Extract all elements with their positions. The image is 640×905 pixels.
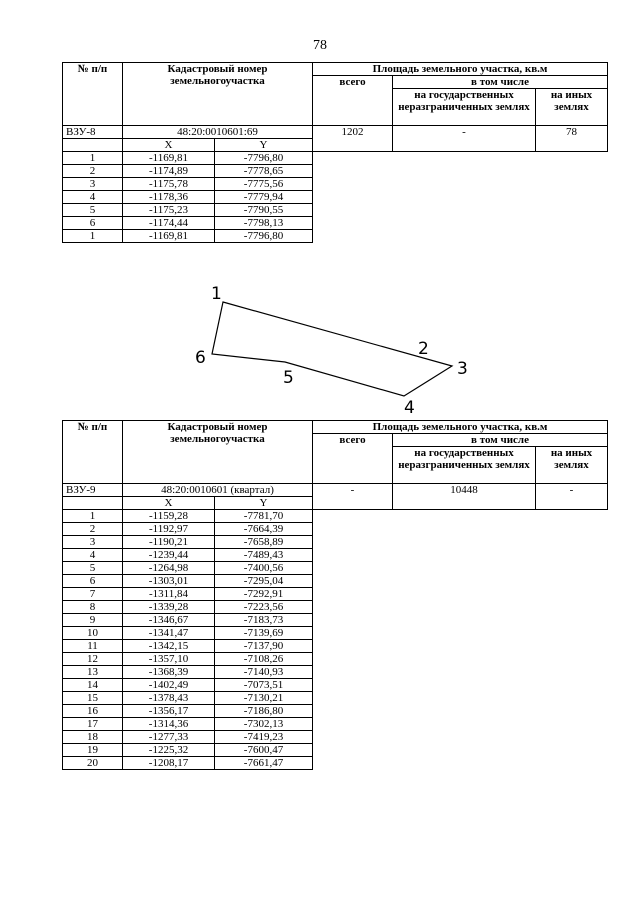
coordinate-row: [63, 549, 608, 562]
point-number: 4: [63, 549, 123, 562]
coordinate-row: [63, 588, 608, 601]
point-number: 1: [63, 230, 123, 243]
point-number: 12: [63, 653, 123, 666]
point-label-2: 2: [418, 339, 429, 359]
header-state-lands: на государственных неразграниченных землях: [393, 447, 536, 484]
point-number: 20: [63, 757, 123, 770]
coord-x: -1402,49: [123, 679, 215, 692]
header-total: всего: [313, 434, 393, 484]
point-number: 14: [63, 679, 123, 692]
coord-x: -1339,28: [123, 601, 215, 614]
point-number: 2: [63, 165, 123, 178]
header-cadastral: Кадастровый номер земельногоучастка: [123, 63, 313, 126]
coordinate-row: [63, 536, 608, 549]
point-label-1: 1: [211, 284, 222, 304]
col-x-header: X: [123, 139, 215, 152]
coord-x: -1225,32: [123, 744, 215, 757]
parcel-boundary-plan: [190, 282, 480, 417]
coordinate-row: [63, 230, 608, 243]
coord-x: -1174,89: [123, 165, 215, 178]
page-number: 78: [313, 38, 327, 53]
point-number: 15: [63, 692, 123, 705]
coord-y: -7798,13: [215, 217, 313, 230]
coord-y: -7661,47: [215, 757, 313, 770]
coord-x: -1342,15: [123, 640, 215, 653]
coordinate-row: [63, 152, 608, 165]
coord-y: -7419,23: [215, 731, 313, 744]
coord-x: -1378,43: [123, 692, 215, 705]
coord-y: -7781,70: [215, 510, 313, 523]
point-label-3: 3: [457, 359, 468, 379]
parcel-id: ВЗУ-8: [63, 126, 123, 139]
coord-x: -1264,98: [123, 562, 215, 575]
header-area: Площадь земельного участка, кв.м: [313, 421, 608, 434]
coord-y: -7223,56: [215, 601, 313, 614]
point-number: 19: [63, 744, 123, 757]
col-y-header: Y: [215, 139, 313, 152]
coord-x: -1174,44: [123, 217, 215, 230]
coord-y: -7140,93: [215, 666, 313, 679]
coord-y: -7186,80: [215, 705, 313, 718]
coordinate-row: [63, 731, 608, 744]
header-including: в том числе: [393, 434, 608, 447]
coordinate-row: [63, 562, 608, 575]
col-y-header: Y: [215, 497, 313, 510]
coord-x: -1357,10: [123, 653, 215, 666]
coord-y: -7779,94: [215, 191, 313, 204]
coord-y: -7302,13: [215, 718, 313, 731]
coord-y: -7778,65: [215, 165, 313, 178]
point-number: 10: [63, 627, 123, 640]
coord-x: -1178,36: [123, 191, 215, 204]
area-total: -: [313, 484, 393, 510]
coord-x: -1208,17: [123, 757, 215, 770]
point-number: 6: [63, 575, 123, 588]
area-other: -: [536, 484, 608, 510]
coord-y: -7400,56: [215, 562, 313, 575]
point-number: 8: [63, 601, 123, 614]
coord-y: -7108,26: [215, 653, 313, 666]
header-other-lands: на иных землях: [536, 447, 608, 484]
coord-y: -7137,90: [215, 640, 313, 653]
cadastral-number: 48:20:0010601:69: [123, 126, 313, 139]
area-state: -: [393, 126, 536, 152]
point-number: 3: [63, 536, 123, 549]
coordinate-row: [63, 510, 608, 523]
parcel-table-vzu-8: [62, 62, 608, 243]
point-number: 5: [63, 562, 123, 575]
coordinate-row: [63, 679, 608, 692]
boundary-polygon: [212, 302, 452, 396]
coordinate-row: [63, 614, 608, 627]
point-number: 7: [63, 588, 123, 601]
coord-y: -7664,39: [215, 523, 313, 536]
coord-y: -7183,73: [215, 614, 313, 627]
coord-y: -7790,55: [215, 204, 313, 217]
point-number: 18: [63, 731, 123, 744]
coordinate-row: [63, 653, 608, 666]
point-number: 17: [63, 718, 123, 731]
coord-x: -1346,67: [123, 614, 215, 627]
area-state: 10448: [393, 484, 536, 510]
coordinate-row: [63, 718, 608, 731]
parcel-id: ВЗУ-9: [63, 484, 123, 497]
coordinate-row: [63, 191, 608, 204]
point-label-6: 6: [195, 348, 206, 368]
coordinate-row: [63, 757, 608, 770]
coord-x: -1159,28: [123, 510, 215, 523]
area-total: 1202: [313, 126, 393, 152]
point-label-4: 4: [404, 398, 415, 417]
coord-y: -7139,69: [215, 627, 313, 640]
coord-x: -1277,33: [123, 731, 215, 744]
coord-x: -1239,44: [123, 549, 215, 562]
coord-y: -7489,43: [215, 549, 313, 562]
header-other-lands: на иных землях: [536, 89, 608, 126]
point-number: 13: [63, 666, 123, 679]
header-num: № п/п: [63, 63, 123, 126]
point-number: 6: [63, 217, 123, 230]
point-number: 3: [63, 178, 123, 191]
coord-y: -7796,80: [215, 230, 313, 243]
coord-x: -1175,23: [123, 204, 215, 217]
coord-x: -1356,17: [123, 705, 215, 718]
parcel-table-vzu-9: [62, 420, 608, 770]
col-x-header: X: [123, 497, 215, 510]
point-label-5: 5: [283, 368, 294, 388]
coordinate-row: [63, 627, 608, 640]
coord-x: -1175,78: [123, 178, 215, 191]
point-number: 5: [63, 204, 123, 217]
coordinate-row: [63, 165, 608, 178]
coord-x: -1169,81: [123, 152, 215, 165]
header-including: в том числе: [393, 76, 608, 89]
coord-x: -1192,97: [123, 523, 215, 536]
coord-x: -1303,01: [123, 575, 215, 588]
cadastral-number: 48:20:0010601 (квартал): [123, 484, 313, 497]
header-area: Площадь земельного участка, кв.м: [313, 63, 608, 76]
blank-cell: [63, 497, 123, 510]
coord-y: -7775,56: [215, 178, 313, 191]
coord-y: -7658,89: [215, 536, 313, 549]
coordinate-row: [63, 640, 608, 653]
coordinate-row: [63, 523, 608, 536]
coordinate-row: [63, 601, 608, 614]
coord-x: -1341,47: [123, 627, 215, 640]
point-number: 4: [63, 191, 123, 204]
coordinate-row: [63, 178, 608, 191]
coord-x: -1368,39: [123, 666, 215, 679]
point-number: 9: [63, 614, 123, 627]
coordinate-row: [63, 204, 608, 217]
coordinate-row: [63, 575, 608, 588]
header-state-lands: на государственных неразграниченных землях: [393, 89, 536, 126]
coord-x: -1311,84: [123, 588, 215, 601]
point-number: 1: [63, 152, 123, 165]
header-total: всего: [313, 76, 393, 126]
coord-y: -7292,91: [215, 588, 313, 601]
coord-x: -1169,81: [123, 230, 215, 243]
coord-x: -1314,36: [123, 718, 215, 731]
coord-y: -7796,80: [215, 152, 313, 165]
coord-y: -7073,51: [215, 679, 313, 692]
coord-x: -1190,21: [123, 536, 215, 549]
area-other: 78: [536, 126, 608, 152]
point-number: 11: [63, 640, 123, 653]
coord-y: -7130,21: [215, 692, 313, 705]
coord-y: -7295,04: [215, 575, 313, 588]
blank-cell: [63, 139, 123, 152]
header-num: № п/п: [63, 421, 123, 484]
point-number: 16: [63, 705, 123, 718]
coordinate-row: [63, 692, 608, 705]
point-number: 2: [63, 523, 123, 536]
coordinate-row: [63, 744, 608, 757]
coordinate-row: [63, 217, 608, 230]
coordinate-row: [63, 666, 608, 679]
point-number: 1: [63, 510, 123, 523]
header-cadastral: Кадастровый номер земельногоучастка: [123, 421, 313, 484]
coordinate-row: [63, 705, 608, 718]
coord-y: -7600,47: [215, 744, 313, 757]
